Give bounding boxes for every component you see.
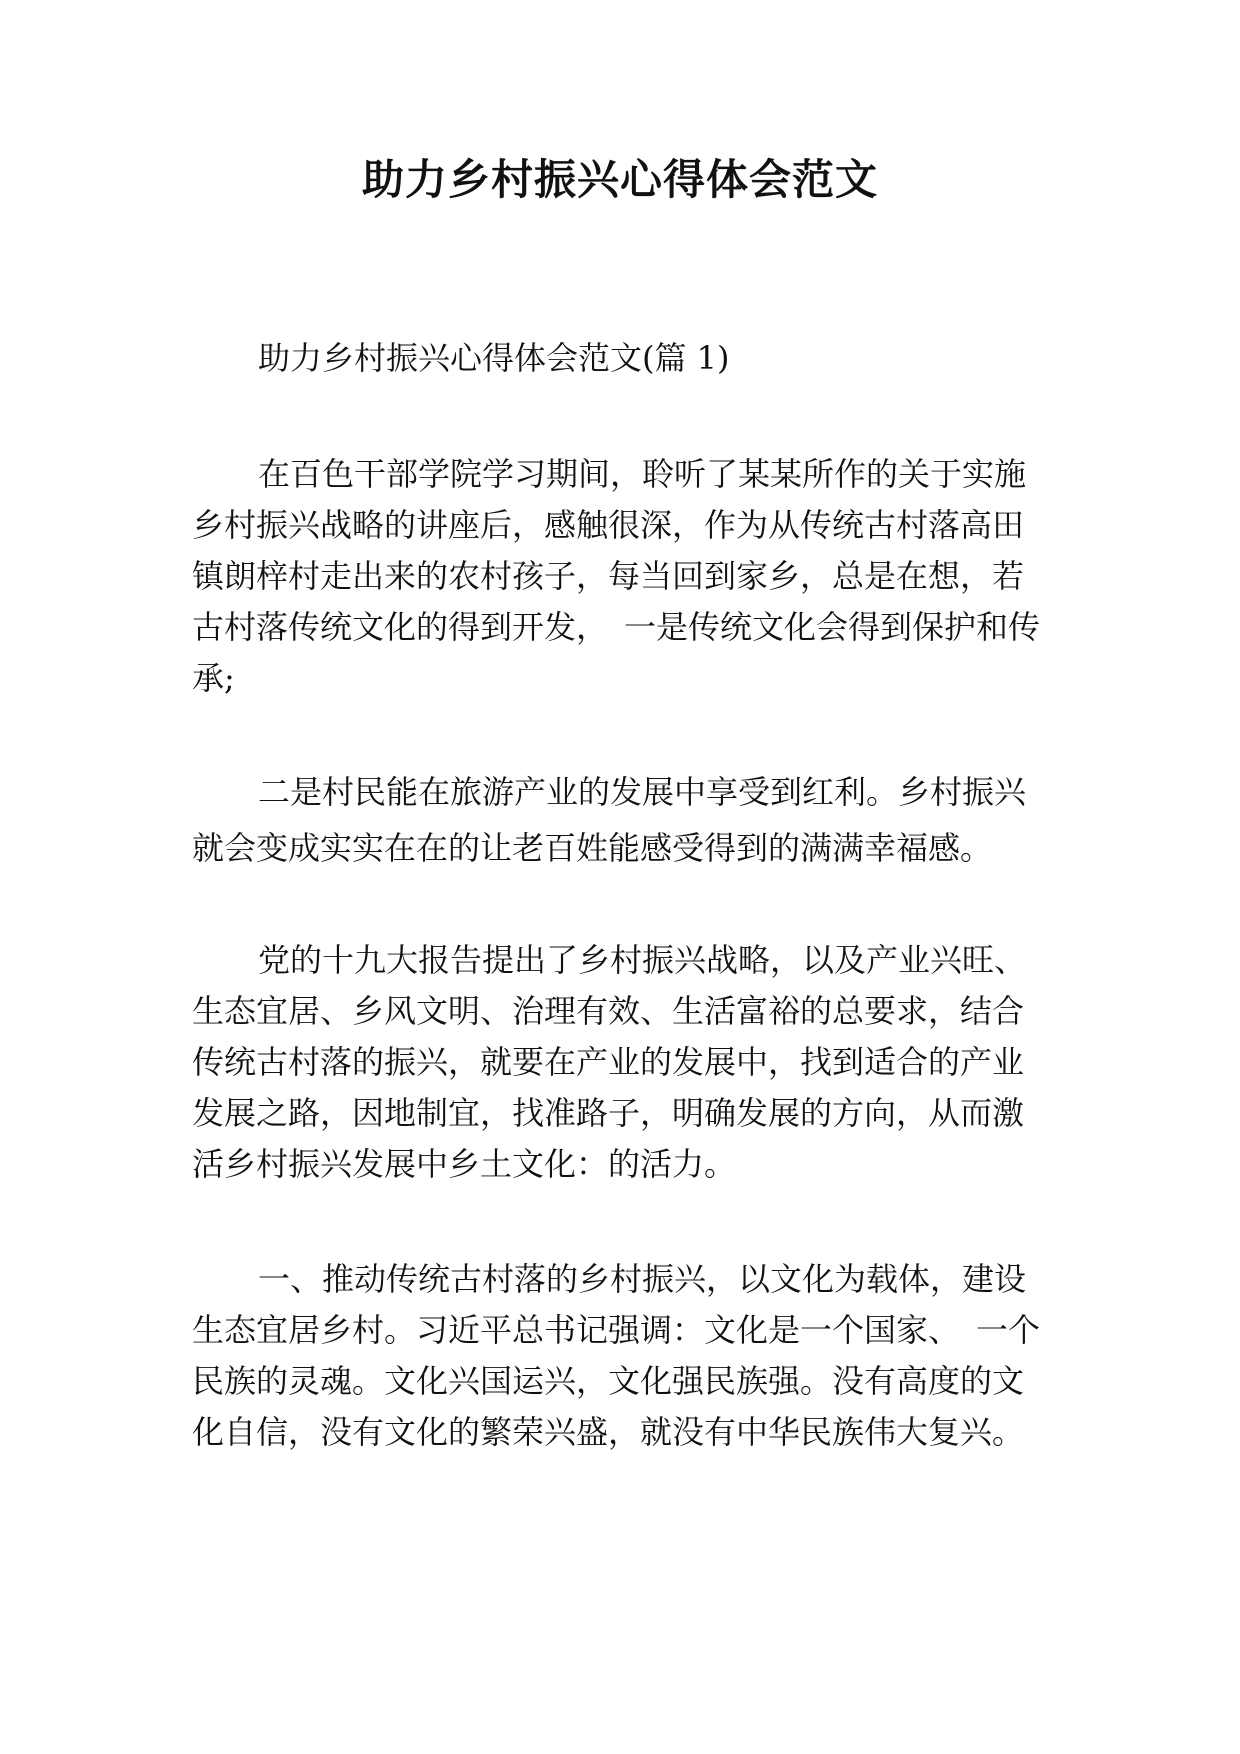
paragraph-line: 生态宜居乡村。习近平总书记强调：文化是一个国家、 一个 (192, 1311, 1041, 1349)
paragraph-2 (192, 764, 1052, 876)
paragraph-line: 乡村振兴战略的讲座后，感触很深，作为从传统古村落高田 (192, 506, 1025, 544)
paragraph-3 (192, 935, 1052, 1190)
paragraph-line: 传统古村落的振兴，就要在产业的发展中，找到适合的产业 (192, 1043, 1025, 1081)
paragraph-line: 化自信，没有文化的繁荣兴盛，就没有中华民族伟大复兴。 (192, 1413, 1025, 1451)
paragraph-line: 二是村民能在旅游产业的发展中享受到红利。乡村振兴 (258, 773, 1027, 811)
paragraph-line: 发展之路，因地制宜，找准路子，明确发展的方向，从而激 (192, 1094, 1025, 1132)
paragraph-line: 就会变成实实在在的让老百姓能感受得到的满满幸福感。 (192, 829, 993, 867)
paragraph-line: 民族的灵魂。文化兴国运兴，文化强民族强。没有高度的文 (192, 1362, 1025, 1400)
paragraph-line: 镇朗梓村走出来的农村孩子，每当回到家乡，总是在想，若 (192, 557, 1025, 595)
paragraph-line: 党的十九大报告提出了乡村振兴战略，以及产业兴旺、 (258, 941, 1027, 979)
paragraph-line: 古村落传统文化的得到开发， 一是传统文化会得到保护和传 (192, 608, 1041, 646)
paragraph-line: 活乡村振兴发展中乡土文化：的活力。 (192, 1145, 737, 1183)
paragraph-line: 生态宜居、乡风文明、治理有效、生活富裕的总要求，结合 (192, 992, 1025, 1030)
paragraph-4 (192, 1254, 1052, 1458)
section-heading: 助力乡村振兴心得体会范文(篇 1) (258, 339, 730, 377)
paragraph-line: 承; (192, 659, 235, 697)
paragraph-1 (192, 449, 1052, 704)
document-title: 助力乡村振兴心得体会范文 (361, 155, 878, 204)
paragraph-line: 一、推动传统古村落的乡村振兴，以文化为载体，建设 (258, 1260, 1027, 1298)
paragraph-line: 在百色干部学院学习期间，聆听了某某所作的关于实施 (258, 455, 1027, 493)
